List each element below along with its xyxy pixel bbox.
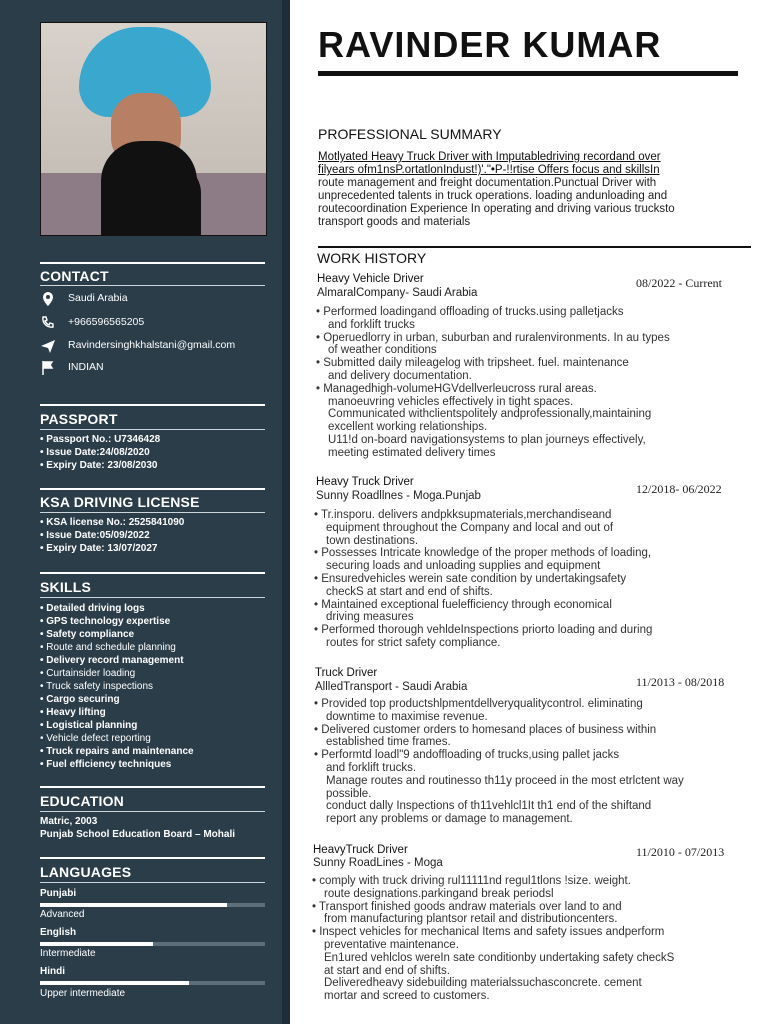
license-expiry-date: • Expiry Date: 13/07/2027 <box>40 543 158 554</box>
skill-item: • Logistical planning <box>40 720 138 731</box>
job-company: AlmaralCompany- Saudi Arabia <box>317 287 478 299</box>
contact-heading: CONTACT <box>40 268 109 284</box>
education-board: Punjab School Education Board – Mohali <box>40 829 236 840</box>
contact-nationality: INDIAN <box>68 361 104 373</box>
language-name: English <box>40 927 77 938</box>
job-title: HeavyTruck Driver <box>313 844 408 856</box>
education-heading: EDUCATION <box>40 793 124 809</box>
phone-icon <box>40 315 56 331</box>
language-level: Upper intermediate <box>40 988 126 999</box>
skill-item: • Fuel efficiency techniques <box>40 759 172 770</box>
passport-rule <box>40 429 265 430</box>
passport-expiry-date: • Expiry Date: 23/08/2030 <box>40 460 158 471</box>
contact-rule <box>40 285 265 286</box>
skill-item: • Curtainsider loading <box>40 668 136 679</box>
language-level-bar <box>40 981 265 985</box>
passport-issue-date: • Issue Date:24/08/2020 <box>40 447 150 458</box>
education-degree: Matric, 2003 <box>40 816 98 827</box>
language-name: Hindi <box>40 966 65 977</box>
job-title: Truck Driver <box>315 667 378 679</box>
profile-photo <box>40 22 267 236</box>
education-rule <box>40 811 265 812</box>
skill-item: • Route and schedule planning <box>40 642 176 653</box>
job-bullets: • comply with truck driving rul11111nd regul1tlons !size. weight. route designations.parkingand break periodsl • Transport finished goods andraw materials over land to and from manufacturing plantsor retail and distributioncenters. • Inspect vehicles for mechanical Items and safety issues andperform preventative maintenance. En1ured vehlclos wereIn sate conditionby undertaking safety checkS at start and end of shifts. Deliveredheavy sidebuilding materialssuchasconcrete. cement mortar and screed to customers. <box>312 875 675 1003</box>
work-history-heading: WORK HISTORY <box>317 250 427 266</box>
skill-item: • Safety compliance <box>40 629 135 640</box>
skill-item: • Cargo securing <box>40 694 120 705</box>
job-bullets: • Performed loadingand offloading of trucks.using palletjacks and forklift trucks • Operuedlorry in urban, suburban and ruralenvironments. In au types of weather conditions • Submitted daily mileagelog with tripsheet. fuel. maintenance and delivery documentation. • Managedhigh-volumeHGVdellverleucross rural areas. manoeuvring vehicles effectively in tight spaces. Communicated withclientspolitely andprofessionally,maintaining excellent working relationships. U11!d on-board navigationsystems to plan journeys effectively, meeting estimated delivery times <box>316 306 670 459</box>
job-company: Sunny Roadllnes - Moga.Punjab <box>316 490 481 502</box>
license-issue-date: • Issue Date:05/09/2022 <box>40 530 150 541</box>
language-level: Advanced <box>40 909 85 920</box>
license-heading: KSA DRIVING LICENSE <box>40 494 200 510</box>
job-dates: 12/2018- 06/2022 <box>636 482 722 496</box>
language-level-bar <box>40 942 265 946</box>
license-rule <box>40 512 265 513</box>
job-company: Sunny RoadLines - Moga <box>313 857 443 869</box>
skill-item: • Detailed driving logs <box>40 603 145 614</box>
work-history-rule <box>318 246 751 248</box>
summary-text: Motlyated Heavy Truck Driver with Imputabledriving recordand over filyears ofm1nsP.ortatlonIndust!)'."•P-!!rtise Offers focus and skillsIn route management and freight documentation.Punctual Driver with unprecedented talents in truck operations. loading andunloading and routecoordination Experience In operating and driving various trucksto transport goods and materials <box>318 151 675 228</box>
skill-item: • Vehicle defect reporting <box>40 733 151 744</box>
sidebar-edge <box>282 0 290 1024</box>
contact-location: Saudi Arabia <box>68 292 128 304</box>
job-title: Heavy Truck Driver <box>316 476 414 488</box>
contact-rule-top <box>40 262 265 264</box>
job-bullets: • Provided top productshlpmentdellveryqualitycontrol. eliminating downtime to maximise revenue. • Delivered customer orders to homesand places of business within established time frames. • Performtd loadl"9 andoffloading of trucks,using pallet jacks and forklift trucks. Manage routes and routinesso th11y proceed in the most etrlctent way possible. conduct dally Inspections of th11vehlcl1It th1 end of the shiftand report any problems or damage to management. <box>314 698 684 826</box>
skill-item: • Delivery record management <box>40 655 184 666</box>
job-dates: 11/2013 - 08/2018 <box>636 675 725 689</box>
passport-number: • Passport No.: U7346428 <box>40 434 161 445</box>
job-company: AllledTransport - Saudi Arabia <box>315 681 468 693</box>
job-dates: 08/2022 - Current <box>636 276 722 290</box>
job-dates: 11/2010 - 07/2013 <box>636 845 725 859</box>
education-rule-top <box>40 786 265 788</box>
skills-rule <box>40 597 265 598</box>
location-pin-icon <box>40 291 56 307</box>
job-title: Heavy Vehicle Driver <box>317 273 424 285</box>
contact-phone[interactable]: +966596565205 <box>68 316 145 328</box>
skills-heading: SKILLS <box>40 579 91 595</box>
passport-heading: PASSPORT <box>40 411 118 427</box>
languages-rule <box>40 882 265 883</box>
skills-rule-top <box>40 572 265 574</box>
license-rule-top <box>40 488 265 490</box>
language-name: Punjabi <box>40 888 77 899</box>
languages-rule-top <box>40 857 265 859</box>
skill-item: • GPS technology expertise <box>40 616 171 627</box>
candidate-name: RAVINDER KUMAR <box>318 24 662 65</box>
contact-email[interactable]: Ravindersinghkhalstani@gmail.com <box>68 339 236 351</box>
license-number: • KSA license No.: 2525841090 <box>40 517 185 528</box>
name-underline <box>318 71 738 76</box>
skill-item: • Truck safety inspections <box>40 681 154 692</box>
language-level-bar <box>40 903 265 907</box>
language-level: Intermediate <box>40 948 96 959</box>
summary-heading: PROFESSIONAL SUMMARY <box>318 126 502 142</box>
skill-item: • Truck repairs and maintenance <box>40 746 194 757</box>
passport-rule-top <box>40 404 265 406</box>
send-icon <box>40 338 56 354</box>
flag-icon <box>40 360 56 376</box>
skill-item: • Heavy lifting <box>40 707 106 718</box>
languages-heading: LANGUAGES <box>40 864 132 880</box>
job-bullets: • Tr.insporu. delivers andpkksupmaterials,merchandiseand equipment throughout the Company and local and out of town destinations. • Possesses Intricate knowledge of the proper methods of loading, securing loads and unloading supplies and equipment • Ensuredvehicles werein sate condition by undertakingsafety checkS at start and end of shifts. • Maintained exceptional fuelefficiency through economical driving measures • Performed thorough vehldeInspections priorto loading and during routes for strict safety compliance. <box>314 509 653 649</box>
